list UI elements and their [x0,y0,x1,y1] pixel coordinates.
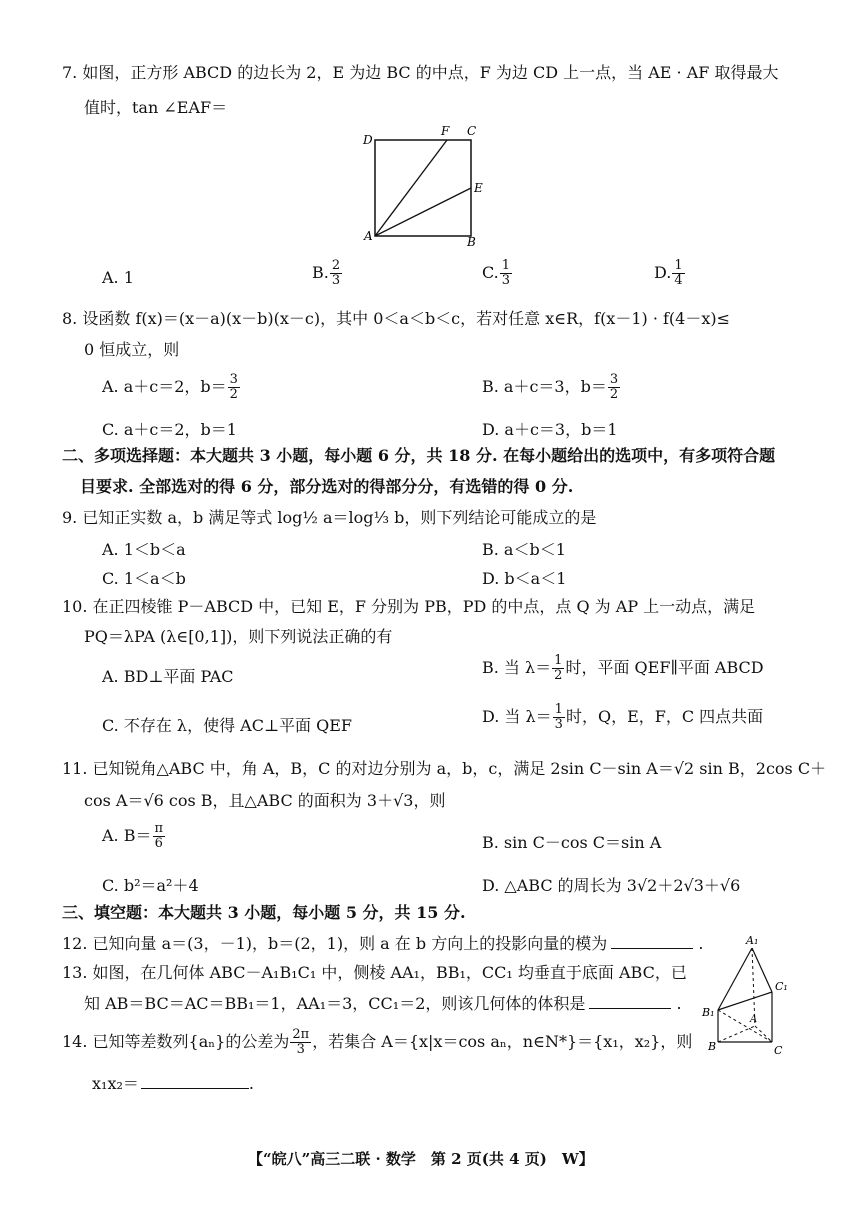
q9-option-a[interactable]: A. 1＜b＜a [102,540,186,559]
label-e: E [474,181,483,195]
q10-option-d[interactable]: D. 当 λ＝ $\frac{1}{3}$ 时，Q，E，F，C 四点共面 [482,702,764,732]
label-d: D [363,133,373,147]
section3-heading: 三、填空题：本大题共 3 小题，每小题 5 分，共 15 分. [62,903,466,922]
q8-option-c[interactable]: C. a＋c＝2，b＝1 [102,420,237,439]
segment-ae [375,188,471,236]
q8-stem-line2: 0 恒成立，则 [84,340,180,359]
q10-option-b[interactable]: B. 当 λ＝ $\frac{1}{2}$ 时，平面 QEF∥平面 ABCD [482,653,764,683]
q10-stem-line2: PQ＝λPA (λ∈[0,1])，则下列说法正确的有 [84,627,393,646]
page-footer: 【“皖八”高三二联 · 数学 第 2 页(共 4 页) W】 [248,1150,594,1168]
q8-option-a[interactable]: A. a＋c＝2，b＝ $\frac{3}{2}$ [102,372,238,402]
q11-option-a[interactable]: A. B＝ $\frac{\pi}{6}$ [102,821,164,851]
q14-answer-blank[interactable] [141,1072,249,1089]
label-a1: A₁ [746,934,759,947]
label-b1: B₁ [702,1006,715,1019]
q13-answer-blank[interactable] [589,992,671,1009]
label-f: F [441,124,450,138]
q14-stem-line1: 14. 已知等差数列{aₙ}的公差为 $\frac{2\pi}{3}$ ，若集合 A＝{x|x＝cos aₙ，n∈N*}＝{x₁，x₂}，则 [62,1027,693,1057]
q13-stem-line1: 13. 如图，在几何体 ABC－A₁B₁C₁ 中，侧棱 AA₁，BB₁，CC₁ 均垂直于底面 ABC，已 [62,963,687,982]
q8-stem-line1: 8. 设函数 f(x)＝(x－a)(x－b)(x－c)，其中 0＜a＜b＜c，若对任意 x∈R，f(x－1) · f(4－x)≤ [62,309,731,328]
q9-option-d[interactable]: D. b＜a＜1 [482,569,567,588]
q7-stem-line1: 7. 如图，正方形 ABCD 的边长为 2，E 为边 BC 的中点，F 为边 CD 上一点，当 AE · AF 取得最大 [62,63,779,82]
q10-stem-line1: 10. 在正四棱锥 P－ABCD 中，已知 E，F 分别为 PB，PD 的中点，点 Q 为 AP 上一动点，满足 [62,597,756,616]
q7-option-a[interactable]: A. 1 [102,268,134,287]
q8-option-b[interactable]: B. a＋c＝3，b＝ $\frac{3}{2}$ [482,372,619,402]
label-a: A [364,229,373,243]
q9-option-b[interactable]: B. a＜b＜1 [482,540,566,559]
section2-heading-line1: 二、多项选择题：本大题共 3 小题，每小题 6 分，共 18 分. 在每小题给出的选项中，有多项符合题 [62,446,776,465]
q9-stem: 9. 已知正实数 a，b 满足等式 log½ a＝log⅓ b，则下列结论可能成立的是 [62,508,597,527]
q14-stem-line2: x₁x₂＝ . [92,1074,254,1093]
q8-option-d[interactable]: D. a＋c＝3，b＝1 [482,420,618,439]
label-c1: C₁ [775,980,788,993]
q12-answer-blank[interactable] [611,932,693,949]
q7-square-figure [355,122,495,252]
label-c: C [467,124,477,138]
q11-option-c[interactable]: C. b²＝a²＋4 [102,876,199,895]
q7-option-d[interactable]: D. $\frac{1}{4}$ [654,258,683,288]
square-abcd [375,140,471,236]
q13-stem-line2: 知 AB＝BC＝AC＝BB₁＝1，AA₁＝3，CC₁＝2，则该几何体的体积是 . [84,994,682,1013]
q12-stem: 12. 已知向量 a＝(3，－1)，b＝(2，1)，则 a 在 b 方向上的投影向量的模为 . [62,934,704,953]
label-a: A [750,1014,758,1025]
segment-af [375,140,447,236]
q7-stem-line2: 值时，tan ∠EAF＝ [84,98,228,117]
q11-stem-line1: 11. 已知锐角△ABC 中，角 A，B，C 的对边分别为 a，b，c，满足 2sin C－sin A＝√2 sin B，2cos C＋ [62,759,827,778]
q7-option-b[interactable]: B. $\frac{2}{3}$ [312,258,341,288]
q10-option-c[interactable]: C. 不存在 λ，使得 AC⊥平面 QEF [102,716,352,735]
q13-prism-figure [700,930,800,1060]
q11-stem-line2: cos A＝√6 cos B，且△ABC 的面积为 3＋√3，则 [84,791,446,810]
label-c: C [774,1044,783,1057]
q11-option-d[interactable]: D. △ABC 的周长为 3√2＋2√3＋√6 [482,876,741,895]
label-b: B [467,235,476,249]
section2-heading-line2: 目要求. 全部选对的得 6 分，部分选对的得部分分，有选错的得 0 分. [80,477,574,496]
q10-option-a[interactable]: A. BD⊥平面 PAC [102,667,234,686]
q7-option-c[interactable]: C. $\frac{1}{3}$ [482,258,511,288]
label-b: B [708,1040,717,1053]
q9-option-c[interactable]: C. 1＜a＜b [102,569,186,588]
q11-option-b[interactable]: B. sin C－cos C＝sin A [482,833,662,852]
